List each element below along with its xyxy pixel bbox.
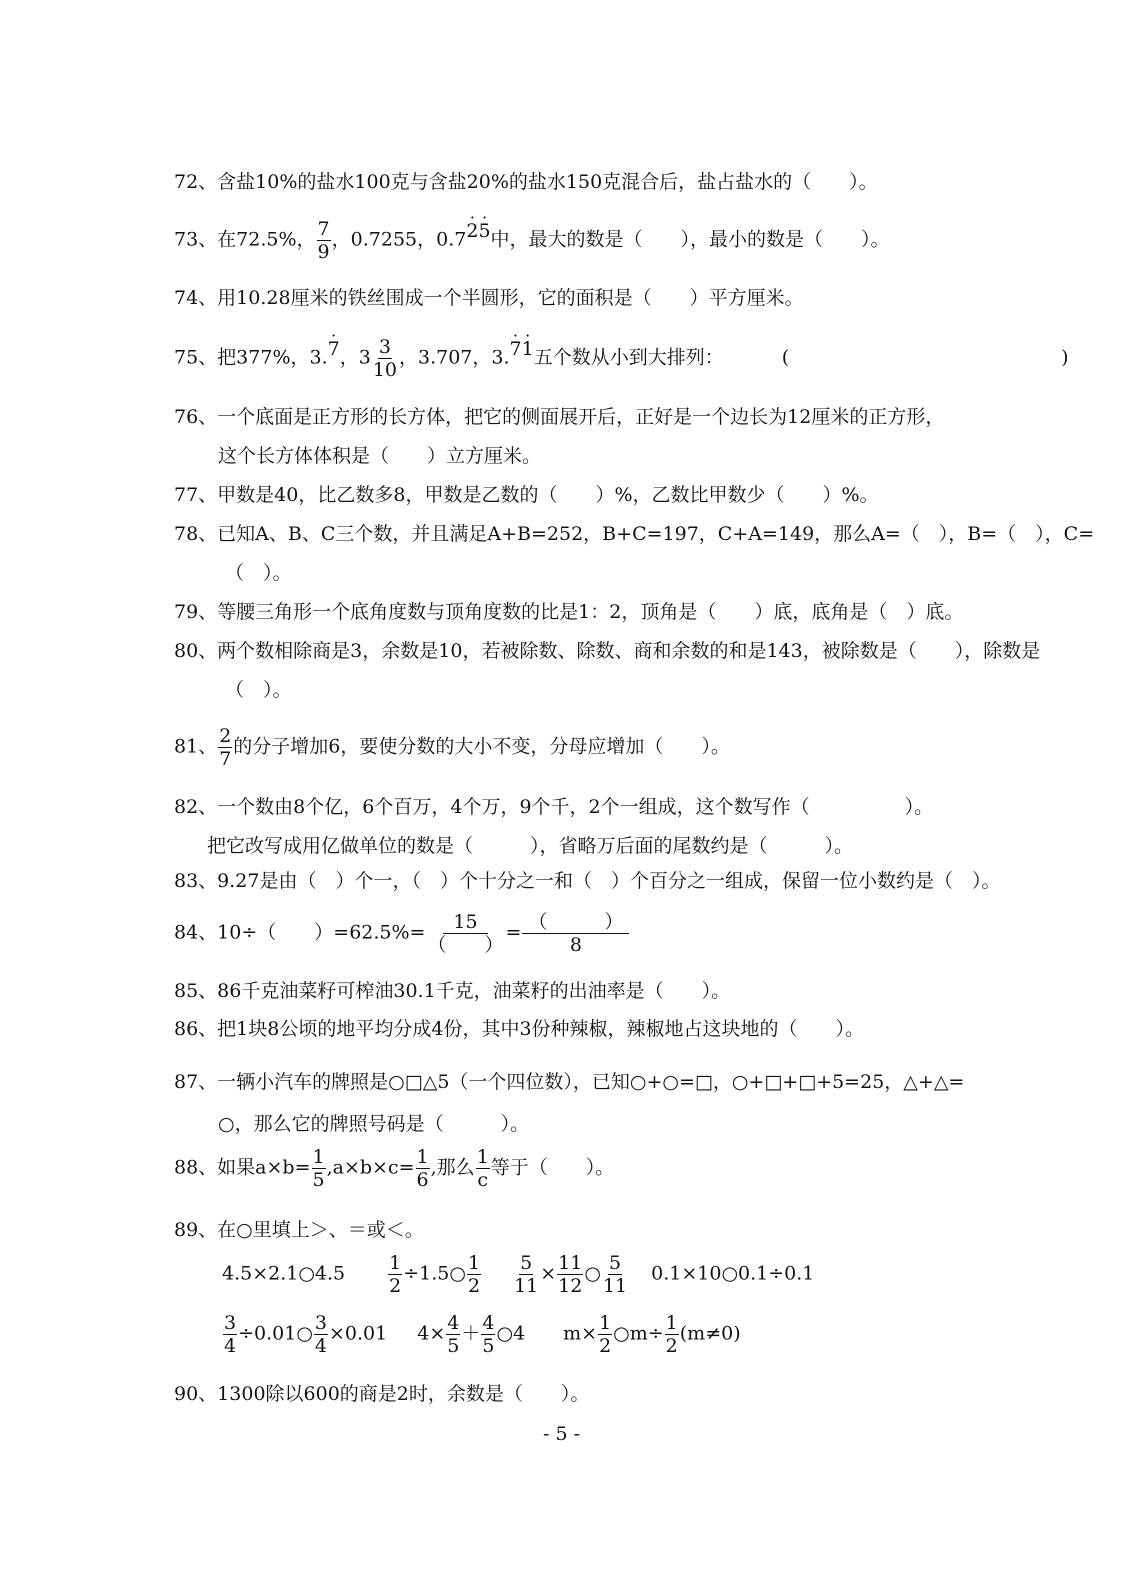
open-paren: (	[781, 346, 790, 369]
fraction: $\frac{1}{2}$	[599, 1312, 612, 1357]
fraction: $\frac{3}{4}$	[314, 1312, 327, 1357]
question-89-title: 89、在○里填上＞、＝或＜。	[174, 1219, 424, 1241]
question-77: 77、甲数是40，比乙数多8，甲数是乙数的（ ）%，乙数比甲数少（ ）%。	[174, 484, 879, 506]
question-72: 72、含盐10%的盐水100克与含盐20%的盐水150克混合后，盐占盐水的（ ）。	[174, 171, 878, 193]
fraction: $\frac{4}{5}$	[447, 1312, 460, 1357]
question-80-line-2: （ ）。	[225, 679, 292, 701]
question-86: 86、把1块8公顷的地平均分成4份，其中3份种辣椒，辣椒地占这块地的（ ）。	[174, 1018, 865, 1040]
question-90: 90、1300除以600的商是2时，余数是（ ）。	[174, 1383, 590, 1405]
fraction: $\frac{3}{10}$	[372, 336, 397, 381]
question-78-line-2: （ ）。	[225, 562, 292, 584]
question-87-line-1: 87、一辆小汽车的牌照是○□△5（一个四位数），已知○+○=□，○+□+□+5=25，△+△=	[174, 1071, 965, 1093]
question-79: 79、等腰三角形一个底角度数与顶角度数的比是1：2，顶角是（ ）底，底角是（ ）底。	[174, 601, 964, 623]
fraction: $\frac{1}{5}$	[312, 1146, 325, 1191]
repeating-digit: · 7	[328, 338, 340, 360]
question-87-line-2: ○，那么它的牌照号码是（ ）。	[218, 1113, 530, 1135]
question-82-line-1: 82、一个数由8个亿，6个百万，4个万，9个千，2个一组成，这个数写作（ ）。	[174, 796, 934, 818]
question-74: 74、用10.28厘米的铁丝围成一个半圆形，它的面积是（ ）平方厘米。	[174, 287, 804, 309]
question-76-line-2: 这个长方体体积是（ ）立方厘米。	[218, 445, 542, 467]
fraction: $\frac{5}{11}$	[514, 1252, 539, 1297]
question-76-line-1: 76、一个底面是正方形的长方体，把它的侧面展开后，正好是一个边长为12厘米的正方形，	[174, 406, 945, 428]
fraction: $\frac{1}{2}$	[665, 1312, 678, 1357]
fraction: $\frac{1}{c}$	[476, 1146, 489, 1191]
question-75: 75、把377%，3.· 7，3 $\frac{3}{10}$ ，3.707，3.· 7· 1五个数从小到大排列： ( )	[174, 336, 1069, 381]
question-89-row-1: 4.5×2.1○4.5 $\frac{1}{2}$ ÷1.5○ $\frac{1}{2}$ $\frac{5}{11}$ × $\frac{11}{12}$ ○ $\frac{5}{11}$ 0.1×10○0.1÷0.1	[222, 1252, 815, 1297]
fraction: $\frac{3}{4}$	[224, 1312, 237, 1357]
question-83: 83、9.27是由（ ）个一，（ ）个十分之一和（ ）个百分之一组成，保留一位小数约是（ ）。	[174, 870, 1001, 892]
question-80-line-1: 80、两个数相除商是3，余数是10，若被除数、除数、商和余数的和是143，被除数是（ ），除数是	[174, 640, 1041, 662]
fraction: $\frac{11}{12}$	[558, 1252, 583, 1297]
repeating-decimal: · 2· 5	[466, 220, 490, 242]
fraction: $\frac{1}{2}$	[467, 1252, 481, 1297]
question-73: 73、在72.5%， $\frac{7}{9}$ ，0.7255，0.7· 2· 5中，最大的数是（ ），最小的数是（ ）。	[174, 218, 890, 263]
question-81: 81、 $\frac{2}{7}$ 的分子增加6，要使分数的大小不变，分母应增加（ ）。	[174, 725, 730, 770]
fraction: $\frac{4}{5}$	[482, 1312, 495, 1357]
question-85: 85、86千克油菜籽可榨油30.1千克，油菜籽的出油率是（ ）。	[174, 980, 731, 1002]
question-89-row-2: $\frac{3}{4}$ ÷0.01○ $\frac{3}{4}$ ×0.01 4× $\frac{4}{5}$ ＋ $\frac{4}{5}$ ○4 m× $\frac{1}{2}$ ○m÷ $\frac{1}{2}$ (m≠0)	[224, 1312, 741, 1357]
fraction: $\frac{( )}{8}$	[522, 911, 629, 956]
question-82-line-2: 把它改写成用亿做单位的数是（ ），省略万后面的尾数约是（ ）。	[207, 835, 854, 857]
fraction: $\frac{15}{( )}$	[427, 911, 504, 956]
fraction: $\frac{1}{6}$	[416, 1146, 429, 1191]
fraction: $\frac{1}{2}$	[389, 1252, 402, 1297]
question-84: 84、10÷（ ）=62.5%= $\frac{15}{( )}$ = $\frac{( )}{8}$	[174, 911, 630, 956]
repeating-decimal: · 7· 1	[510, 338, 534, 360]
question-88: 88、如果a×b= $\frac{1}{5}$ ,a×b×c= $\frac{1}{6}$ ,那么 $\frac{1}{c}$ 等于（ ）。	[174, 1146, 615, 1191]
close-paren: )	[1061, 346, 1069, 369]
fraction: $\frac{7}{9}$	[317, 218, 330, 263]
question-78-line-1: 78、已知A、B、C三个数，并且满足A+B=252，B+C=197，C+A=149，那么A=（ ），B=（ ），C=	[174, 523, 1095, 545]
page-number: - 5 -	[542, 1423, 580, 1445]
fraction: $\frac{2}{7}$	[219, 725, 232, 770]
fraction: $\frac{5}{11}$	[602, 1252, 628, 1297]
